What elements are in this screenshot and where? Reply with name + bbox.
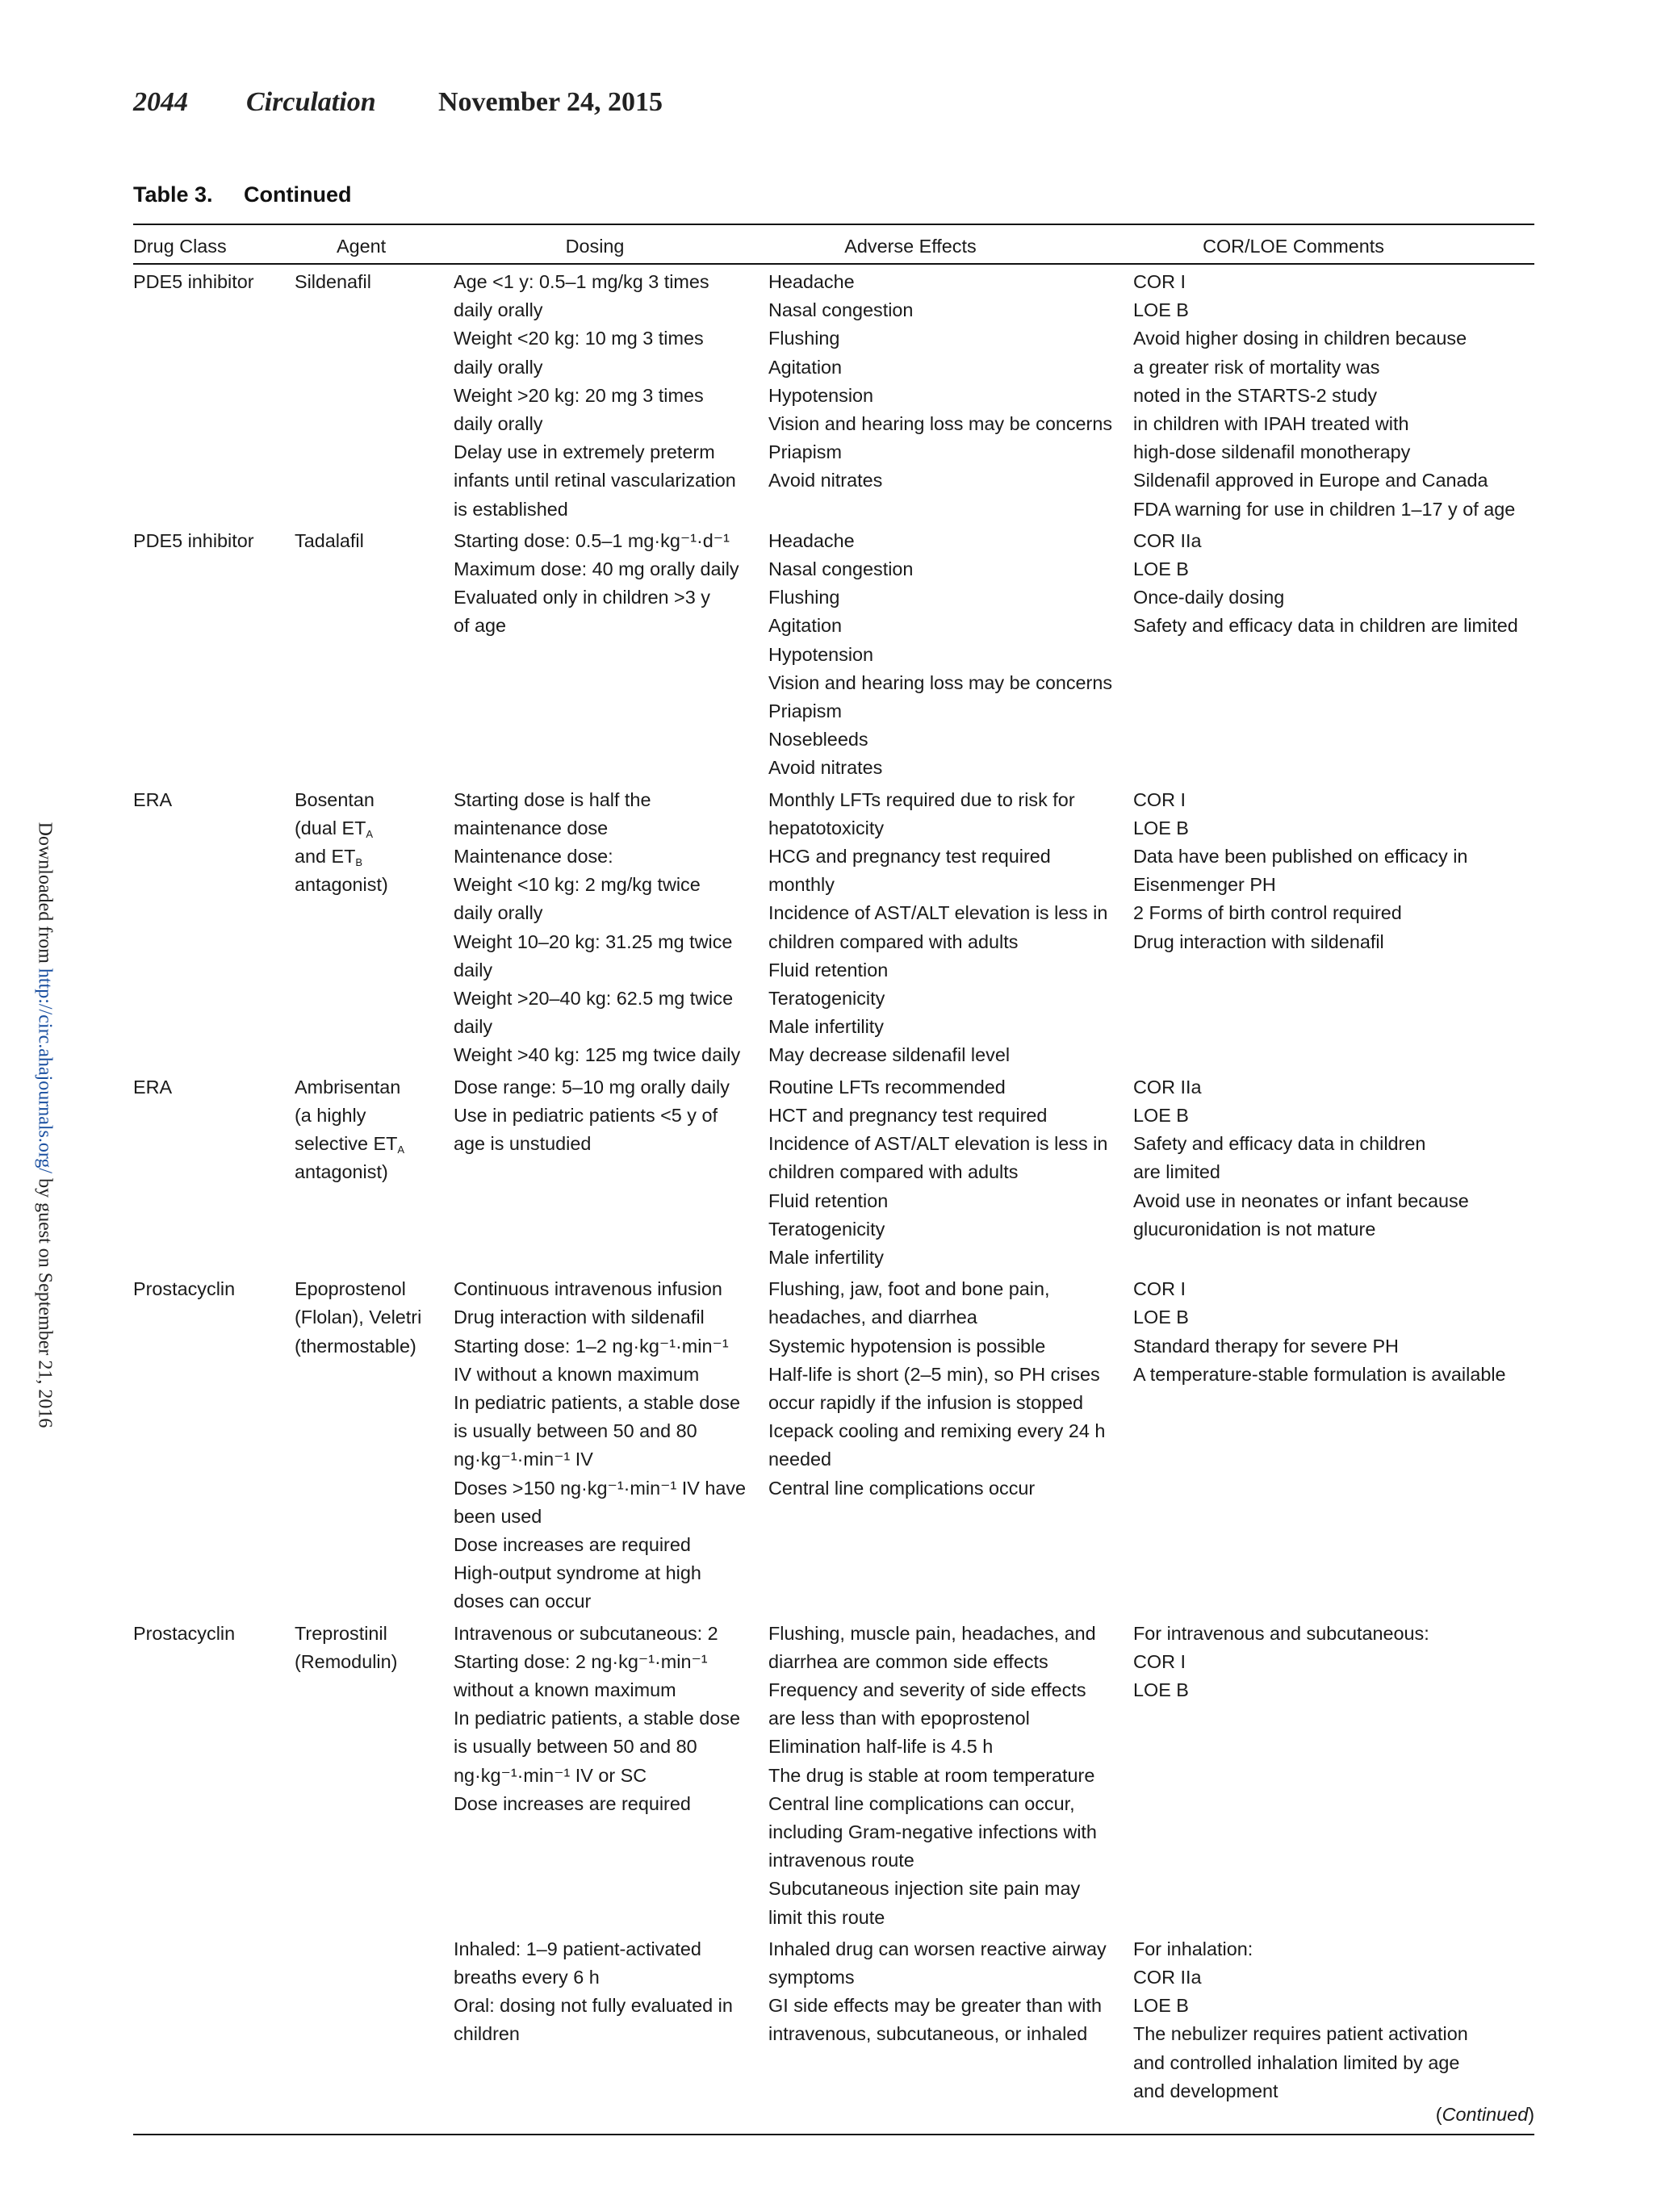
- dosing-line: Weight <20 kg: 10 mg 3 times: [454, 328, 704, 349]
- dosing-line: Weight <10 kg: 2 mg/kg twice: [454, 874, 701, 896]
- dosing-line: Inhaled: 1–9 patient-activated: [454, 1938, 701, 1959]
- dosing-line: Continuous intravenous infusion: [454, 1278, 722, 1300]
- cor-comment-line: LOE B: [1133, 1104, 1189, 1126]
- dosing-line: Starting dose: 0.5–1 mg·kg⁻¹·d⁻¹: [454, 529, 730, 551]
- cell-drug-class: [133, 783, 295, 1070]
- dosing-line: Use in pediatric patients <5 y of: [454, 1104, 718, 1126]
- download-side-note: [34, 822, 56, 1428]
- adverse-effect-line: Male infertility: [768, 1246, 884, 1268]
- dosing-line: IV without a known maximum: [454, 1363, 700, 1385]
- cor-comment-line: LOE B: [1133, 1995, 1189, 2017]
- agent-line: antagonist): [295, 1161, 388, 1183]
- cor-comment-line: LOE B: [1133, 299, 1189, 321]
- agent-line: Bosentan: [295, 788, 375, 810]
- dosing-line: ng·kg⁻¹·min⁻¹ IV or SC: [454, 1764, 647, 1786]
- cor-comment-line: FDA warning for use in children 1–17 y of age: [1133, 498, 1516, 520]
- cell-agent: [295, 783, 454, 1070]
- cor-comment-line: Drug interaction with sildenafil: [1133, 930, 1384, 952]
- cor-comment-line: Standard therapy for severe PH: [1133, 1335, 1399, 1357]
- dosing-line: maintenance dose: [454, 817, 609, 838]
- adverse-effect-line: The drug is stable at room temperature: [768, 1764, 1095, 1786]
- drug-class-text: Prostacyclin: [133, 1278, 236, 1300]
- running-head: [133, 87, 663, 118]
- cell-drug-class: [133, 1932, 295, 2105]
- adverse-effect-line: Icepack cooling and remixing every 24 h: [768, 1420, 1106, 1442]
- cor-comment-line: glucuronidation is not mature: [1133, 1218, 1376, 1240]
- adverse-effect-line: are less than with epoprostenol: [768, 1708, 1030, 1729]
- adverse-effect-line: intravenous, subcutaneous, or inhaled: [768, 2023, 1088, 2045]
- dosing-line: Starting dose: 1–2 ng·kg⁻¹·min⁻¹: [454, 1335, 729, 1357]
- adverse-effect-line: Agitation: [768, 356, 843, 378]
- cell-drug-class: [133, 1272, 295, 1616]
- cor-comment-line: LOE B: [1133, 817, 1189, 838]
- adverse-effect-line: needed: [768, 1449, 832, 1470]
- page-number: 2044: [133, 87, 188, 117]
- drug-class-text: Prostacyclin: [133, 1622, 236, 1644]
- dosing-line: Dose range: 5–10 mg orally daily: [454, 1076, 730, 1098]
- adverse-effect-line: Central line complications can occur,: [768, 1792, 1075, 1814]
- dosing-line: doses can occur: [454, 1591, 592, 1612]
- cell-cor-loe-comments: [1133, 1616, 1534, 1932]
- agent-line: (Flolan), Veletri: [295, 1307, 422, 1328]
- cell-agent: [295, 524, 454, 783]
- dosing-line: age is unstudied: [454, 1133, 592, 1155]
- cor-comment-line: COR I: [1133, 788, 1186, 810]
- adverse-effect-line: Frequency and severity of side effects: [768, 1679, 1086, 1700]
- cell-drug-class: [133, 1616, 295, 1932]
- cor-comment-line: The nebulizer requires patient activation: [1133, 2023, 1468, 2045]
- adverse-effect-line: Fluid retention: [768, 1190, 889, 1211]
- cell-adverse-effects: [768, 1932, 1133, 2105]
- header-dosing: Dosing: [454, 224, 768, 264]
- cor-comment-line: high-dose sildenafil monotherapy: [1133, 441, 1411, 463]
- journal-link[interactable]: http://circ.ahajournals.org/: [34, 968, 56, 1174]
- adverse-effect-line: Agitation: [768, 615, 843, 637]
- cell-dosing: [454, 1272, 768, 1616]
- table-row: [133, 1272, 1534, 1616]
- adverse-effect-line: Nasal congestion: [768, 299, 914, 321]
- dosing-line: without a known maximum: [454, 1679, 676, 1700]
- dosing-line: Doses >150 ng·kg⁻¹·min⁻¹ IV have: [454, 1477, 747, 1499]
- cell-agent: [295, 1932, 454, 2105]
- drug-table: [133, 224, 1534, 2105]
- adverse-effect-line: Avoid nitrates: [768, 470, 883, 491]
- dosing-line: High-output syndrome at high: [454, 1562, 701, 1584]
- adverse-effect-line: Systemic hypotension is possible: [768, 1335, 1046, 1357]
- cor-comment-line: COR IIa: [1133, 1076, 1202, 1098]
- dosing-line: Weight >20 kg: 20 mg 3 times: [454, 384, 704, 406]
- cell-dosing: [454, 1616, 768, 1932]
- drug-table-container: [133, 224, 1534, 2105]
- cor-comment-line: Safety and efficacy data in children: [1133, 1133, 1426, 1155]
- adverse-effect-line: Hypotension: [768, 384, 874, 406]
- cor-comment-line: in children with IPAH treated with: [1133, 413, 1409, 435]
- table-bottom-rule: [133, 2134, 1534, 2135]
- adverse-effect-line: Inhaled drug can worsen reactive airway: [768, 1938, 1107, 1959]
- cor-comment-line: Avoid higher dosing in children because: [1133, 328, 1467, 349]
- drug-class-text: PDE5 inhibitor: [133, 271, 254, 292]
- cell-dosing: [454, 1070, 768, 1272]
- cell-cor-loe-comments: [1133, 524, 1534, 783]
- dosing-line: is usually between 50 and 80: [454, 1736, 697, 1758]
- adverse-effect-line: Central line complications occur: [768, 1477, 1036, 1499]
- cor-comment-line: and controlled inhalation limited by age: [1133, 2051, 1460, 2073]
- adverse-effect-line: Routine LFTs recommended: [768, 1076, 1006, 1098]
- agent-line: Tadalafil: [295, 529, 364, 551]
- table-body: [133, 264, 1534, 2105]
- side-note-suffix: by guest on September 21, 2016: [34, 1173, 56, 1428]
- adverse-effect-line: Vision and hearing loss may be concerns: [768, 413, 1113, 435]
- header-agent: Agent: [295, 224, 454, 264]
- dosing-line: Starting dose is half the: [454, 788, 651, 810]
- adverse-effect-line: Hypotension: [768, 643, 874, 665]
- cell-agent: [295, 1616, 454, 1932]
- dosing-line: Maximum dose: 40 mg orally daily: [454, 558, 739, 580]
- header-cor-loe-comments: COR/LOE Comments: [1133, 224, 1534, 264]
- dosing-line: In pediatric patients, a stable dose: [454, 1708, 740, 1729]
- dosing-line: is usually between 50 and 80: [454, 1420, 697, 1442]
- adverse-effect-line: Male infertility: [768, 1016, 884, 1038]
- cor-comment-line: COR I: [1133, 271, 1186, 292]
- adverse-effect-line: Priapism: [768, 700, 842, 722]
- cell-adverse-effects: [768, 264, 1133, 524]
- cell-adverse-effects: [768, 1272, 1133, 1616]
- adverse-effect-line: intravenous route: [768, 1850, 914, 1871]
- adverse-effect-line: children compared with adults: [768, 930, 1019, 952]
- adverse-effect-line: symptoms: [768, 1966, 855, 1988]
- cell-dosing: [454, 264, 768, 524]
- adverse-effect-line: Avoid nitrates: [768, 757, 883, 779]
- table-row: [133, 783, 1534, 1070]
- adverse-effect-line: Teratogenicity: [768, 988, 885, 1010]
- agent-line: Treprostinil: [295, 1622, 387, 1644]
- dosing-line: Starting dose: 2 ng·kg⁻¹·min⁻¹: [454, 1650, 708, 1672]
- adverse-effect-line: Monthly LFTs required due to risk for: [768, 788, 1075, 810]
- cell-cor-loe-comments: [1133, 1070, 1534, 1272]
- cell-drug-class: [133, 524, 295, 783]
- journal-name: Circulation: [246, 87, 376, 117]
- adverse-effect-line: headaches, and diarrhea: [768, 1307, 977, 1328]
- drug-class-text: ERA: [133, 1076, 173, 1098]
- table-row: [133, 1070, 1534, 1272]
- agent-line: selective $ET_A$: [295, 1133, 405, 1156]
- adverse-effect-line: Priapism: [768, 441, 842, 463]
- table-caption: [133, 182, 351, 207]
- dosing-line: is established: [454, 498, 568, 520]
- cor-comment-line: Sildenafil approved in Europe and Canada: [1133, 470, 1488, 491]
- cell-drug-class: [133, 1070, 295, 1272]
- cell-dosing: [454, 524, 768, 783]
- cor-comment-line: Eisenmenger PH: [1133, 874, 1276, 896]
- dosing-line: infants until retinal vascularization: [454, 470, 736, 491]
- dosing-line: In pediatric patients, a stable dose: [454, 1391, 740, 1413]
- adverse-effect-line: Incidence of AST/ALT elevation is less in: [768, 1133, 1108, 1155]
- dosing-line: daily orally: [454, 902, 543, 924]
- cor-comment-line: COR I: [1133, 1650, 1186, 1672]
- adverse-effect-line: Nasal congestion: [768, 558, 914, 580]
- table-header-row: [133, 224, 1534, 264]
- agent-line: Epoprostenol: [295, 1278, 406, 1300]
- dosing-line: been used: [454, 1505, 542, 1527]
- table-row: [133, 1932, 1534, 2105]
- dosing-line: Weight 10–20 kg: 31.25 mg twice: [454, 930, 733, 952]
- adverse-effect-line: including Gram-negative infections with: [768, 1821, 1097, 1842]
- adverse-effect-line: Half-life is short (2–5 min), so PH crises: [768, 1363, 1100, 1385]
- adverse-effect-line: Vision and hearing loss may be concerns: [768, 671, 1113, 693]
- adverse-effect-line: HCT and pregnancy test required: [768, 1104, 1048, 1126]
- cell-dosing: [454, 783, 768, 1070]
- table-row: [133, 1616, 1534, 1932]
- cell-adverse-effects: [768, 1616, 1133, 1932]
- adverse-effect-line: Headache: [768, 529, 855, 551]
- adverse-effect-line: Headache: [768, 271, 855, 292]
- adverse-effect-line: Flushing: [768, 587, 840, 608]
- cell-cor-loe-comments: [1133, 783, 1534, 1070]
- cell-agent: [295, 1272, 454, 1616]
- issue-date: November 24, 2015: [438, 87, 663, 117]
- drug-class-text: PDE5 inhibitor: [133, 529, 254, 551]
- adverse-effect-line: Flushing, muscle pain, headaches, and: [768, 1622, 1096, 1644]
- cor-comment-line: For inhalation:: [1133, 1938, 1253, 1959]
- cor-comment-line: noted in the STARTS-2 study: [1133, 384, 1378, 406]
- adverse-effect-line: Fluid retention: [768, 959, 889, 981]
- agent-line: (Remodulin): [295, 1650, 398, 1672]
- cell-adverse-effects: [768, 524, 1133, 783]
- agent-line: Sildenafil: [295, 271, 371, 292]
- cor-comment-line: are limited: [1133, 1161, 1220, 1183]
- dosing-line: Weight >20–40 kg: 62.5 mg twice: [454, 988, 734, 1010]
- adverse-effect-line: GI side effects may be greater than with: [768, 1995, 1103, 2017]
- cor-comment-line: LOE B: [1133, 558, 1189, 580]
- cell-agent: [295, 264, 454, 524]
- table-title: Continued: [244, 182, 352, 207]
- dosing-line: Maintenance dose:: [454, 846, 613, 868]
- dosing-line: Delay use in extremely preterm: [454, 441, 715, 463]
- cor-comment-line: 2 Forms of birth control required: [1133, 902, 1402, 924]
- header-adverse-effects: Adverse Effects: [768, 224, 1133, 264]
- table-row: [133, 264, 1534, 524]
- cor-comment-line: COR IIa: [1133, 1966, 1202, 1988]
- dosing-line: children: [454, 2023, 520, 2045]
- cor-comment-line: COR I: [1133, 1278, 1186, 1300]
- adverse-effect-line: monthly: [768, 874, 835, 896]
- table-row: [133, 524, 1534, 783]
- adverse-effect-line: occur rapidly if the infusion is stopped: [768, 1391, 1084, 1413]
- dosing-line: of age: [454, 615, 507, 637]
- cor-comment-line: Once-daily dosing: [1133, 587, 1285, 608]
- cell-dosing: [454, 1932, 768, 2105]
- cell-agent: [295, 1070, 454, 1272]
- cor-comment-line: LOE B: [1133, 1679, 1189, 1700]
- cell-drug-class: [133, 264, 295, 524]
- drug-class-text: ERA: [133, 788, 173, 810]
- cell-cor-loe-comments: [1133, 264, 1534, 524]
- cor-comment-line: and development: [1133, 2080, 1278, 2101]
- adverse-effect-line: Teratogenicity: [768, 1218, 885, 1240]
- adverse-effect-line: limit this route: [768, 1906, 885, 1928]
- adverse-effect-line: Incidence of AST/ALT elevation is less in: [768, 902, 1108, 924]
- adverse-effect-line: Nosebleeds: [768, 729, 868, 751]
- cell-cor-loe-comments: [1133, 1932, 1534, 2105]
- cell-adverse-effects: [768, 783, 1133, 1070]
- dosing-line: Dose increases are required: [454, 1792, 691, 1814]
- cell-cor-loe-comments: [1133, 1272, 1534, 1616]
- cor-comment-line: Data have been published on efficacy in: [1133, 846, 1468, 868]
- adverse-effect-line: Flushing: [768, 328, 840, 349]
- adverse-effect-line: Subcutaneous injection site pain may: [768, 1878, 1081, 1900]
- dosing-line: ng·kg⁻¹·min⁻¹ IV: [454, 1449, 593, 1470]
- cell-adverse-effects: [768, 1070, 1133, 1272]
- agent-line: (a highly: [295, 1104, 366, 1126]
- dosing-line: daily: [454, 959, 493, 981]
- header-drug-class: Drug Class: [133, 224, 295, 264]
- cor-comment-line: Safety and efficacy data in children are limited: [1133, 615, 1518, 637]
- cor-comment-line: LOE B: [1133, 1307, 1189, 1328]
- dosing-line: daily orally: [454, 299, 543, 321]
- dosing-line: Age <1 y: 0.5–1 mg/kg 3 times: [454, 271, 709, 292]
- adverse-effect-line: hepatotoxicity: [768, 817, 885, 838]
- cor-comment-line: COR IIa: [1133, 529, 1202, 551]
- dosing-line: daily: [454, 1016, 493, 1038]
- cor-comment-line: Avoid use in neonates or infant because: [1133, 1190, 1469, 1211]
- continued-note: (Continued): [1435, 2104, 1534, 2125]
- agent-line: Ambrisentan: [295, 1076, 401, 1098]
- adverse-effect-line: May decrease sildenafil level: [768, 1044, 1011, 1066]
- agent-line: (thermostable): [295, 1335, 416, 1357]
- adverse-effect-line: children compared with adults: [768, 1161, 1019, 1183]
- adverse-effect-line: HCG and pregnancy test required: [768, 846, 1051, 868]
- agent-line: (dual $ET_A$: [295, 817, 374, 840]
- dosing-line: breaths every 6 h: [454, 1966, 600, 1988]
- adverse-effect-line: diarrhea are common side effects: [768, 1650, 1048, 1672]
- adverse-effect-line: Elimination half-life is 4.5 h: [768, 1736, 994, 1758]
- dosing-line: Drug interaction with sildenafil: [454, 1307, 705, 1328]
- dosing-line: Dose increases are required: [454, 1533, 691, 1555]
- cor-comment-line: A temperature-stable formulation is available: [1133, 1363, 1506, 1385]
- agent-line: antagonist): [295, 874, 388, 896]
- dosing-line: Evaluated only in children >3 y: [454, 587, 710, 608]
- agent-line: and $ET_B$: [295, 846, 363, 869]
- dosing-line: daily orally: [454, 356, 543, 378]
- dosing-line: Oral: dosing not fully evaluated in: [454, 1995, 733, 2017]
- dosing-line: Intravenous or subcutaneous: 2: [454, 1622, 718, 1644]
- cor-comment-line: For intravenous and subcutaneous:: [1133, 1622, 1429, 1644]
- cor-comment-line: a greater risk of mortality was: [1133, 356, 1380, 378]
- adverse-effect-line: Flushing, jaw, foot and bone pain,: [768, 1278, 1050, 1300]
- table-label: Table 3.: [133, 182, 213, 207]
- continued-word: Continued: [1442, 2104, 1529, 2125]
- side-note-prefix: Downloaded from: [34, 822, 56, 968]
- dosing-line: daily orally: [454, 413, 543, 435]
- dosing-line: Weight >40 kg: 125 mg twice daily: [454, 1044, 741, 1066]
